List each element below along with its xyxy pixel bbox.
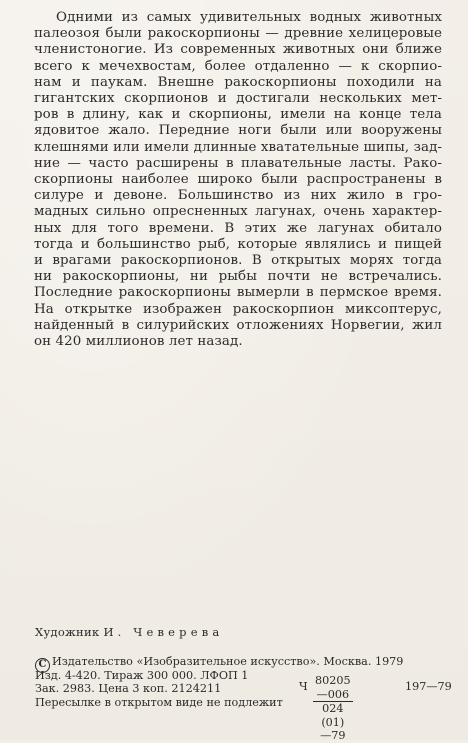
text-line: ных для того времени. В этих же лагунах обитало: [34, 220, 442, 236]
imprint-edition-row: [35, 669, 435, 683]
text-line: скорпионы наиболее широко были распространены в: [34, 172, 442, 188]
text-line: На открытке изображен ракоскорпион миксоптерус,: [34, 301, 442, 317]
text-line: ров в длину, как и скорпионы, имели на конце тела: [34, 107, 442, 123]
copyright-icon: C: [35, 658, 50, 673]
imprint-publisher-row: [35, 655, 435, 669]
mailing-note: Пересылке в открытом виде не подлежит: [35, 695, 283, 709]
order-text: Зак. 2983. Цена 3 коп. 2124211: [35, 682, 222, 696]
text-line: ние — часто расширены в плавательные ласты. Рако-: [34, 155, 442, 171]
code-denominator: 024 (01) —79: [320, 702, 346, 743]
text-line: силуре и девоне. Большинство из них жило в гро-: [34, 188, 442, 204]
imprint-mailing-row: [35, 696, 435, 710]
artist-label: Художник: [35, 625, 100, 639]
text-line: всего к мечехвостам, более отдаленно — к скорпио-: [34, 58, 442, 74]
text-line: Одними из самых удивительных водных животных: [56, 10, 442, 25]
text-line: мадных сильно опресненных лагунах, очень характер-: [34, 204, 442, 220]
text-line: клешнями или имели длинные хватательные шипы, зад-: [34, 139, 443, 155]
imprint-order-row: [35, 682, 435, 696]
code-letter: Ч: [299, 680, 308, 693]
description-text: [34, 10, 442, 350]
edition-text: Изд. 4-420. Тираж 300 000. ЛФОП 1: [35, 668, 249, 682]
text-line: гигантских скорпионов и достигали нескольких мет-: [34, 91, 442, 107]
text-line: найденный в силурийских отложениях Норвегии, жил: [34, 317, 442, 333]
text-line: членистоногие. Из современных животных они ближе: [34, 42, 442, 58]
text-line: Последние ракоскорпионы вымерли в пермское время.: [34, 285, 442, 301]
text-line: ни ракоскорпионы, ни рыбы почти не встречались.: [34, 269, 442, 285]
publisher-text: Издательство «Изобразительное искусство». Москва. 1979: [52, 655, 404, 668]
artist-name: И. Чеверева: [103, 625, 224, 639]
text-line: и врагами ракоскорпионов. В открытых морях тогда: [34, 253, 442, 269]
artist-credit: [35, 625, 223, 639]
text-line: палеозоя были ракоскорпионы — древние хелицеровые: [34, 26, 442, 42]
text-line: тогда и большинство рыб, которые являлись и пищей: [34, 236, 442, 252]
text-line: нам и паукам. Внешне ракоскорпионы походили на: [34, 74, 442, 90]
code-tail: 197—79: [405, 680, 452, 693]
text-line: он 420 миллионов лет назад.: [34, 334, 243, 350]
imprint-block: [35, 655, 452, 743]
code-numerator: 80205—006: [315, 674, 351, 701]
code-fraction: [313, 674, 353, 743]
text-line: ядовитое жало. Передние ноги были или вооружены: [34, 123, 442, 139]
